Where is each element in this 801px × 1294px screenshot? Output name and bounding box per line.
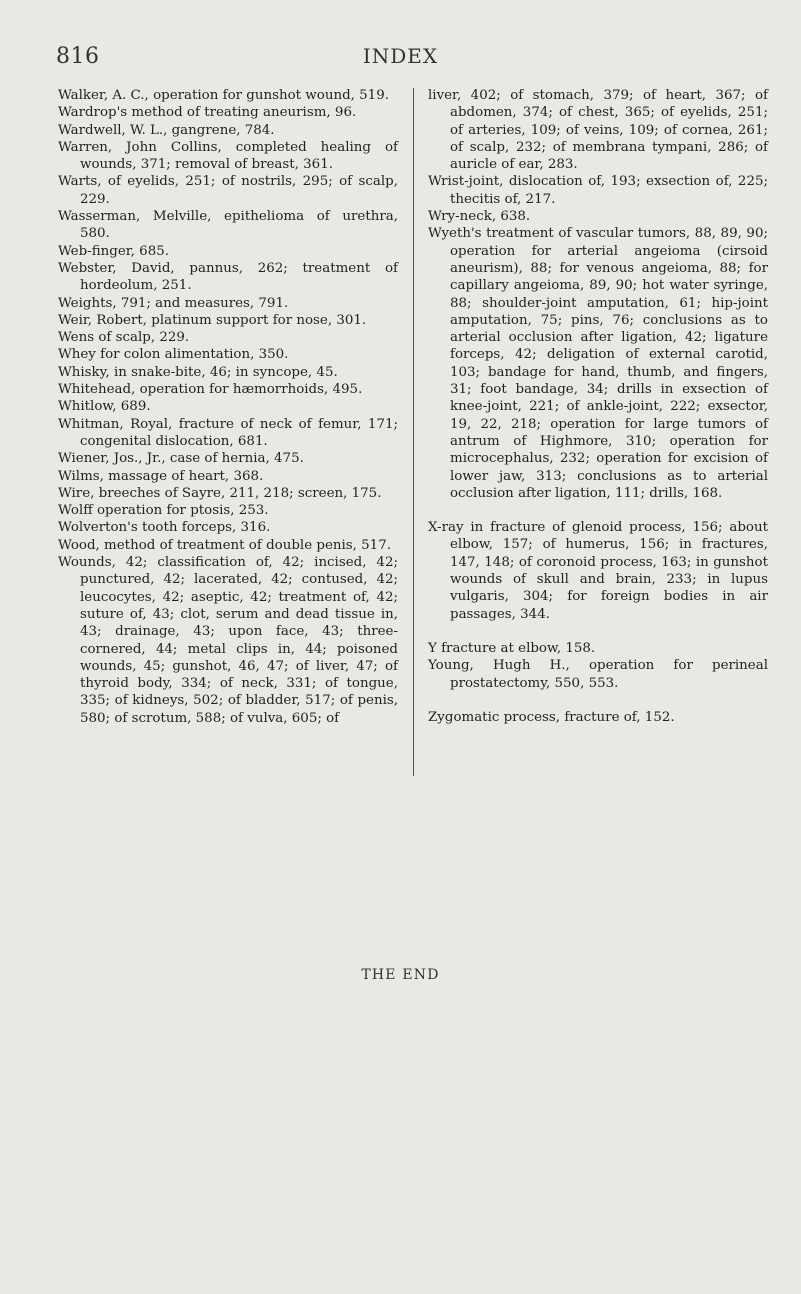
- index-entry: Wyeth's treatment of vascular tumors, 88, 89, 90; operation for arterial angeioma (cirsoid aneurism), 88; for venous angeioma, 88; for capillary angeioma, 89, 90; hot water syringe, 88; shoulder-joint amputation, 61; hip-joint amputation, 75; pins, 76; conclusions as to arterial occlusion after ligation, 42; ligature forceps, 42; deligation of external carotid, 103; bandage for hand, thumb, and fingers, 31; foot bandage, 34; drills in exsection of knee-joint, 221; of ankle-joint, 222; exsector, 19, 22, 218; operation for large tumors of antrum of Highmore, 310; operation for microcephalus, 232; operation for excision of lower jaw, 313; conclusions as to arterial occlusion after ligation, 111; drills, 168.: [428, 226, 768, 501]
- index-entry: Wilms, massage of heart, 368.: [58, 468, 264, 484]
- index-entry: Wardrop's method of treating aneurism, 96.: [58, 105, 357, 121]
- section-gap: [428, 623, 768, 640]
- index-entry: Young, Hugh H., operation for perineal prostatectomy, 550, 553.: [428, 658, 768, 691]
- index-right-column: [428, 87, 768, 726]
- the-end-label: THE END: [361, 967, 440, 983]
- index-entry: Whisky, in snake-bite, 46; in syncope, 45.: [58, 364, 338, 380]
- index-entry: Whitman, Royal, fracture of neck of femur, 171; congenital dislocation, 681.: [58, 416, 398, 449]
- page-number: 816: [56, 44, 100, 69]
- index-entry: Web-finger, 685.: [58, 243, 170, 259]
- index-entry: Webster, David, pannus, 262; treatment of hordeolum, 251.: [58, 260, 398, 294]
- index-entry: Weir, Robert, platinum support for nose, 301.: [58, 312, 367, 328]
- index-entry: Wire, breeches of Sayre, 211, 218; screen, 175.: [58, 485, 382, 501]
- page-header: [0, 44, 801, 74]
- index-entry: X-ray in fracture of glenoid process, 156; about elbow, 157; of humerus, 156; in fractures, 147, 148; of coronoid process, 163; in gunshot wounds of skull and brain, 233; in lupus vulgaris, 304; for foreign bodies in air passages, 344.: [428, 520, 768, 622]
- index-left-column: [58, 87, 398, 727]
- index-entry: liver, 402; of stomach, 379; of heart, 367; of abdomen, 374; of chest, 365; of eyelids, 251; of arteries, 109; of veins, 109; of cornea, 261; of scalp, 232; of membrana tympani, 286; of auricle of ear, 283.: [428, 88, 768, 173]
- index-entry: Warren, John Collins, completed healing of wounds, 371; removal of breast, 361.: [58, 139, 398, 173]
- index-entry: Whitehead, operation for hæmorrhoids, 495.: [58, 382, 363, 398]
- index-entry: Weights, 791; and measures, 791.: [58, 295, 289, 311]
- index-entry: Wasserman, Melville, epithelioma of urethra, 580.: [58, 209, 398, 242]
- index-entry: Whey for colon alimentation, 350.: [58, 347, 289, 363]
- index-entry: Wardwell, W. L., gangrene, 784.: [58, 122, 275, 138]
- index-entry: Wens of scalp, 229.: [58, 330, 190, 346]
- section-gap: [428, 692, 768, 709]
- index-entry: Wrist-joint, dislocation of, 193; exsection of, 225; thecitis of, 217.: [428, 174, 768, 207]
- column-divider: [413, 88, 414, 776]
- index-entry: Wolverton's tooth forceps, 316.: [58, 520, 271, 536]
- running-head-title: INDEX: [362, 44, 439, 68]
- index-entry: Wounds, 42; classification of, 42; incised, 42; punctured, 42; lacerated, 42; contused, 42; leucocytes, 42; aseptic, 42; treatment of, 42; suture of, 43; clot, serum and dead tissue in, 43; drainage, 43; upon face, 43; three-cornered, 44; metal clips in, 44; poisoned wounds, 45; gunshot, 46, 47; of liver, 47; of thyroid body, 334; of neck, 331; of tongue, 335; of kidneys, 502; of bladder, 517; of penis, 580; of scrotum, 588; of vulva, 605; of: [58, 555, 398, 726]
- index-entry: Walker, A. C., operation for gunshot wound, 519.: [58, 88, 389, 103]
- index-entry: Wood, method of treatment of double penis, 517.: [58, 537, 391, 553]
- index-entry: Wry-neck, 638.: [428, 209, 531, 225]
- section-gap: [428, 502, 768, 519]
- index-entry: Y fracture at elbow, 158.: [428, 640, 596, 656]
- index-entry: Whitlow, 689.: [58, 399, 151, 415]
- index-entry: Zygomatic process, fracture of, 152.: [428, 709, 675, 725]
- index-entry: Wolff operation for ptosis, 253.: [58, 503, 269, 519]
- index-entry: Wiener, Jos., Jr., case of hernia, 475.: [58, 451, 304, 467]
- index-entry: Warts, of eyelids, 251; of nostrils, 295; of scalp, 229.: [58, 174, 398, 207]
